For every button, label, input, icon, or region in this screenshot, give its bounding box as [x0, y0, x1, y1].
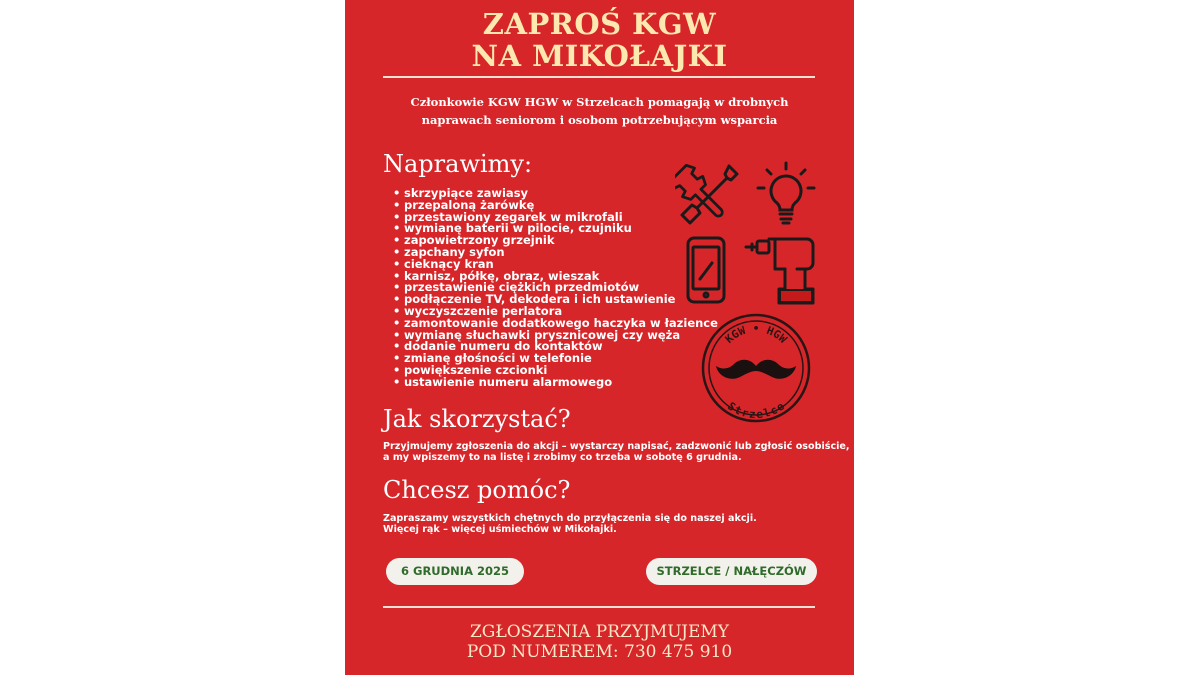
footer-line-1: ZGŁOSZENIA PRZYJMUJEMY — [469, 622, 730, 642]
list-item: • skrzypiące zawiasy — [393, 188, 718, 200]
list-item: • karnisz, półkę, obraz, wieszak — [393, 271, 718, 283]
list-item: • dodanie numeru do kontaktów — [393, 341, 718, 353]
stamp-top-text: KGW • HGW — [722, 322, 790, 346]
poster — [345, 0, 854, 675]
subtitle — [385, 93, 814, 129]
list-item: • powiększenie czcionki — [393, 365, 718, 377]
drill-icon — [743, 235, 817, 307]
list-item: • zamontowanie dodatkowego haczyka w łazience — [393, 318, 718, 330]
list-item: • wyczyszczenie perlatora — [393, 306, 718, 318]
list-item: • wymianę słuchawki prysznicowej czy węża — [393, 330, 718, 342]
list-item: • wymianę baterii w pilocie, czujniku — [393, 223, 718, 235]
help-line-2: Więcej rąk – więcej uśmiechów w Mikołajki. — [383, 524, 617, 535]
lightbulb-icon — [755, 160, 817, 226]
footer-line-2: POD NUMEREM: 730 475 910 — [466, 642, 733, 662]
how-line-1: Przyjmujemy zgłoszenia do akcji – wystarczy napisać, zadzwonić lub zgłosić osobiście, — [383, 441, 850, 452]
date-badge: 6 GRUDNIA 2025 — [386, 558, 524, 585]
list-item: • zmianę głośności w telefonie — [393, 353, 718, 365]
how-heading: Jak skorzystać? — [383, 405, 571, 433]
title-line-2: NA MIKOŁAJKI — [471, 39, 728, 73]
stamp-bottom-text: Strzelce — [725, 399, 787, 422]
list-item: • zapowietrzony grzejnik — [393, 235, 718, 247]
list-item: • cieknący kran — [393, 259, 718, 271]
mustache-icon — [716, 360, 796, 379]
repairs-list — [393, 188, 718, 389]
subtitle-line-2: naprawach seniorom i osobom potrzebującym wsparcia — [421, 113, 778, 127]
repairs-heading: Naprawimy: — [383, 150, 533, 178]
list-item: • zapchany syfon — [393, 247, 718, 259]
list-item: • przestawienie ciężkich przedmiotów — [393, 282, 718, 294]
how-line-2: a my wpiszemy to na listę i zrobimy co trzeba w sobotę 6 grudnia. — [383, 452, 742, 463]
help-heading: Chcesz pomóc? — [383, 476, 571, 504]
title-line-1: ZAPROŚ KGW — [482, 7, 717, 41]
bottom-divider — [383, 606, 815, 608]
tools-icon — [675, 160, 743, 228]
list-item: • podłączenie TV, dekodera i ich ustawienie — [393, 294, 718, 306]
list-item: • ustawienie numeru alarmowego — [393, 377, 718, 389]
top-divider — [383, 76, 815, 78]
place-badge: STRZELCE / NAŁĘCZÓW — [646, 558, 817, 585]
help-line-1: Zapraszamy wszystkich chętnych do przyłączenia się do naszej akcji. — [383, 513, 757, 524]
smartphone-icon — [685, 235, 727, 305]
subtitle-line-1: Członkowie KGW HGW w Strzelcach pomagają w drobnych — [410, 95, 789, 109]
list-item: • przepaloną żarówkę — [393, 200, 718, 212]
list-item: • przestawiony zegarek w mikrofali — [393, 212, 718, 224]
kgw-hgw-stamp-logo — [700, 312, 812, 424]
